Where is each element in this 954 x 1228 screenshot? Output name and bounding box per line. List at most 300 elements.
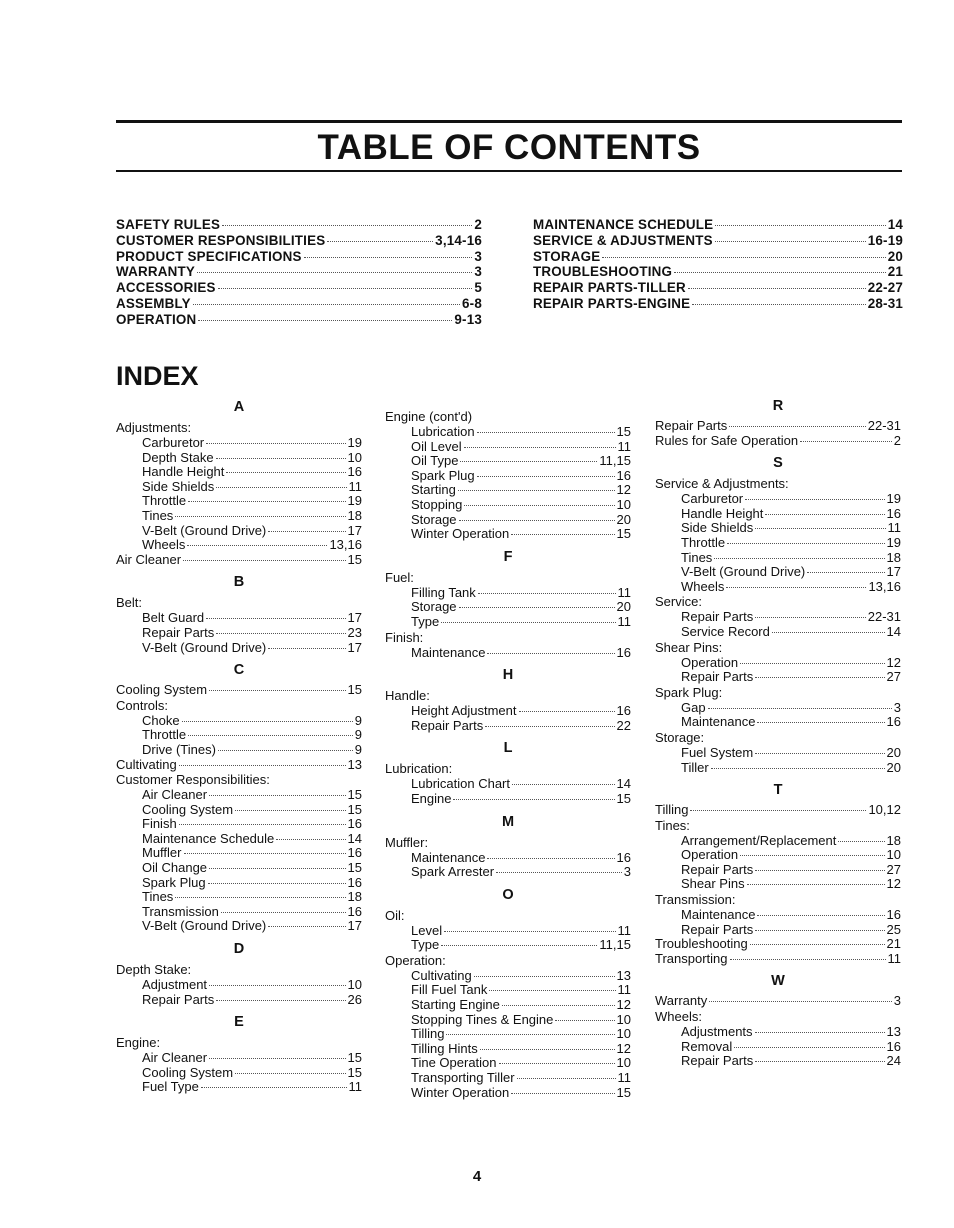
index-entry-page: 11 (617, 584, 631, 600)
index-entry-page: 21 (886, 936, 901, 952)
index-subentry (385, 600, 631, 615)
index-entry-text: Adjustment (142, 977, 208, 993)
index-heading: Fuel: (385, 569, 414, 585)
index-entry-text: Cooling System (142, 1064, 234, 1080)
index-entry-page: 16 (616, 849, 631, 865)
index-entry-page: 23 (347, 624, 362, 640)
index-entry-text: Maintenance (681, 907, 756, 923)
index-subentry (385, 498, 631, 513)
index-entry-text: Repair Parts (681, 609, 754, 625)
index-entry-text: Storage (411, 599, 457, 615)
index-heading: Wheels: (655, 1009, 702, 1025)
dot-leader (444, 931, 615, 932)
toc-right-column (533, 217, 903, 312)
index-entry-page: 11 (617, 1070, 631, 1086)
index-subentry (385, 425, 631, 440)
index-entry-page: 10 (616, 496, 631, 512)
index-subentry (385, 938, 631, 953)
index-entry-text: Depth Stake (142, 449, 214, 465)
dot-leader (209, 1058, 346, 1059)
index-entry-text: Service Record (681, 623, 770, 639)
dot-leader (726, 587, 866, 588)
index-entry-text: Air Cleaner (116, 551, 182, 567)
page-number: 4 (472, 1168, 482, 1185)
index-entry-text: Oil Change (142, 860, 208, 876)
toc-entry (533, 233, 903, 249)
index-entry-page: 10 (347, 449, 362, 465)
index-subentry (116, 494, 362, 509)
index-entry-text: Lubrication (411, 424, 475, 439)
index-entry-text: Adjustments (681, 1024, 753, 1040)
index-entry-page: 16 (886, 505, 901, 521)
toc-entry-page: 16-19 (867, 232, 903, 248)
index-entry-text: Level (411, 922, 443, 938)
index-subentry (385, 865, 631, 880)
dot-leader (755, 870, 884, 871)
index-subentry (116, 524, 362, 539)
index-entry-page: 3 (893, 699, 901, 715)
dot-leader (179, 824, 346, 825)
dot-leader (496, 872, 622, 873)
index-entry-page: 16 (616, 467, 631, 483)
toc-entry-page: 9-13 (454, 311, 482, 327)
index-subentry (385, 924, 631, 939)
index-entry-page: 11,15 (599, 453, 631, 469)
index-entry-text: Cooling System (116, 682, 208, 698)
index-entry-text: Side Shields (142, 478, 215, 494)
toc-entry (116, 249, 482, 265)
index-heading: Muffler: (385, 834, 429, 850)
index-entry-text: Muffler (142, 845, 182, 861)
index-entry-text: Side Shields (681, 520, 754, 536)
index-subentry (655, 507, 901, 522)
toc-entry-label: ASSEMBLY (116, 295, 191, 311)
toc-entry-page: 21 (887, 264, 903, 280)
index-entry-text: Repair Parts (681, 1053, 754, 1069)
index-entry-page: 13 (886, 1024, 901, 1040)
index-entry-page: 2 (893, 432, 901, 448)
dot-leader (268, 926, 345, 927)
index-entry-page: 20 (616, 511, 631, 527)
index-heading: Oil: (385, 907, 405, 923)
dot-leader (218, 288, 473, 289)
index-entry-text: Type (411, 613, 440, 629)
index-entry-page: 9 (354, 727, 362, 743)
index-entry-page: 16 (347, 903, 362, 919)
dot-leader (511, 534, 614, 535)
toc-entry-page: 6-8 (462, 295, 482, 311)
index-entry-text: Transporting Tiller (411, 1070, 515, 1086)
index-entry-text: Oil Level (411, 438, 462, 454)
dot-leader (740, 855, 884, 856)
dot-leader (459, 520, 615, 521)
index-subentry (116, 993, 362, 1008)
index-entry-text: Carburetor (681, 491, 744, 507)
index-entry-page: 19 (886, 491, 901, 507)
index-entry-page: 16 (886, 714, 901, 730)
index-entry-page: 11 (617, 922, 631, 938)
toc-entry (533, 296, 903, 312)
index-entry-text: Repair Parts (411, 717, 484, 733)
dot-leader (480, 1049, 615, 1050)
index-entry-page: 10 (616, 1055, 631, 1071)
index-entry-text: Spark Plug (142, 874, 206, 890)
index-entry-page: 17 (347, 610, 362, 626)
index-entry-page: 12 (616, 997, 631, 1013)
index-letter-heading: R (772, 398, 784, 414)
dot-leader (714, 558, 884, 559)
index-subentry (116, 876, 362, 891)
index-entry-text: Fuel Type (142, 1079, 199, 1095)
index-subentry (655, 1040, 901, 1055)
index-subentry (655, 877, 901, 892)
toc-entry-page: 5 (474, 280, 482, 296)
index-entry-page: 10 (616, 1011, 631, 1027)
index-entry-text: Choke (142, 712, 180, 728)
index-entry-page: 13,16 (329, 537, 362, 553)
index-subentry (385, 454, 631, 469)
dot-leader (198, 320, 452, 321)
index-entry-text: Winter Operation (411, 1084, 510, 1100)
dot-leader (208, 883, 346, 884)
toc-entry (116, 233, 482, 249)
index-heading: Handle: (385, 688, 430, 704)
dot-leader (187, 545, 327, 546)
index-letter-heading: O (502, 886, 514, 903)
toc-entry-label: REPAIR PARTS-TILLER (533, 280, 686, 296)
index-subentry (385, 719, 631, 734)
toc-title: TABLE OF CONTENTS (317, 128, 701, 167)
dot-leader (745, 499, 884, 500)
index-entry-text: Carburetor (142, 435, 205, 450)
dot-leader (179, 765, 346, 766)
index-entry-text: Tilling (655, 802, 689, 818)
toc-entry (116, 217, 482, 233)
dot-leader (478, 593, 616, 594)
dot-leader (807, 572, 884, 573)
index-entry-page: 11 (348, 1079, 362, 1095)
index-subentry (116, 905, 362, 920)
dot-leader (327, 241, 433, 242)
index-column-2 (385, 409, 631, 1100)
dot-leader (502, 1005, 615, 1006)
index-entry-text: Air Cleaner (142, 787, 208, 803)
dot-leader (216, 487, 346, 488)
dot-leader (730, 959, 886, 960)
index-entry-text: Belt Guard (142, 610, 205, 626)
index-letter-heading: L (503, 740, 513, 757)
toc-entry-page: 22-27 (867, 280, 903, 296)
dot-leader (487, 858, 614, 859)
index-entry-text: Tines (142, 507, 174, 523)
index-entry-page: 14 (616, 776, 631, 792)
index-entry-page: 17 (347, 639, 362, 655)
dot-leader (711, 768, 885, 769)
index-subentry (655, 551, 901, 566)
index-subentry (116, 788, 362, 803)
index-entry-text: Troubleshooting (655, 936, 748, 952)
index-heading: Engine: (116, 1035, 161, 1051)
index-entry-page: 15 (616, 424, 631, 439)
index-heading: Operation: (385, 952, 446, 968)
dot-leader (519, 711, 615, 712)
index-subentry (655, 536, 901, 551)
index-section (655, 397, 901, 1069)
index-subentry (116, 436, 362, 451)
index-entry-text: V-Belt (Ground Drive) (681, 564, 806, 580)
dot-leader (453, 799, 614, 800)
index-entry-page: 3 (893, 993, 901, 1009)
index-subentry (116, 509, 362, 524)
index-heading: Service & Adjustments: (655, 476, 789, 492)
dot-leader (175, 897, 345, 898)
index-entry-page: 9 (354, 712, 362, 728)
index-entry-page: 24 (886, 1053, 901, 1069)
dot-leader (464, 447, 616, 448)
bottom-rule (116, 170, 902, 172)
dot-leader (182, 721, 353, 722)
dot-leader (692, 304, 865, 305)
index-subentry (116, 1066, 362, 1081)
index-subentry (385, 998, 631, 1013)
index-entry-text: V-Belt (Ground Drive) (142, 639, 267, 655)
index-letter-heading: W (771, 973, 785, 990)
index-letter-heading: H (502, 667, 514, 684)
index-entry-text: Tiller (681, 759, 709, 775)
index-entry-text: Removal (681, 1038, 733, 1054)
index-heading: Spark Plug: (655, 684, 723, 700)
index-heading: Engine (cont'd) (385, 409, 473, 424)
dot-leader (489, 990, 615, 991)
index-subentry (655, 625, 901, 640)
dot-leader (446, 1034, 614, 1035)
toc-entry-page: 14 (887, 217, 903, 232)
index-entry-text: Wheels (681, 578, 725, 594)
index-letter-heading: T (773, 782, 783, 799)
index-subentry (655, 1054, 901, 1069)
index-entry-text: Type (411, 937, 440, 953)
dot-leader (459, 607, 615, 608)
dot-leader (715, 241, 866, 242)
index-heading: Tines: (655, 817, 690, 833)
toc-entry (533, 280, 903, 296)
index-entry-page: 12 (886, 876, 901, 892)
index-entry-page: 27 (886, 861, 901, 877)
dot-leader (474, 976, 615, 977)
index-entry-text: Cultivating (411, 967, 472, 983)
index-subentry (655, 521, 901, 536)
index-entry-text: Operation (681, 847, 739, 863)
index-entry-text: Arrangement/Replacement (681, 832, 837, 848)
dot-leader (477, 432, 615, 433)
toc-entry-page: 3 (474, 248, 482, 264)
index-heading: Controls: (116, 697, 169, 713)
index-subentry (116, 832, 362, 847)
index-entry (655, 434, 901, 449)
toc-entry-label: STORAGE (533, 248, 601, 264)
index-heading: Depth Stake: (116, 962, 192, 978)
index-letter-heading: D (233, 941, 245, 958)
index-entry-page: 20 (886, 744, 901, 760)
dot-leader (183, 560, 346, 561)
index-entry-text: Cooling System (142, 801, 234, 817)
dot-leader (734, 1047, 884, 1048)
index-entry-page: 26 (347, 991, 362, 1007)
index-entry-text: Repair Parts (142, 624, 215, 640)
index-entry-page: 12 (616, 482, 631, 498)
index-entry-page: 27 (886, 669, 901, 685)
index-heading: Adjustments: (116, 420, 192, 435)
index-subentry (116, 1080, 362, 1095)
index-subentry (655, 565, 901, 580)
index-entry-page: 18 (347, 507, 362, 523)
index-section (116, 398, 362, 1095)
index-letter-heading: F (503, 548, 513, 565)
dot-leader (800, 441, 892, 442)
index-subentry (385, 1056, 631, 1071)
dot-leader (765, 514, 884, 515)
index-entry-page: 16 (347, 845, 362, 861)
index-entry-page: 11 (887, 520, 901, 536)
toc-entry (116, 280, 482, 296)
index-entry-page: 11 (617, 613, 631, 629)
index-subentry (116, 1051, 362, 1066)
toc-entry (533, 264, 903, 280)
index-entry-text: Throttle (142, 727, 187, 743)
index-entry-page: 17 (886, 564, 901, 580)
index-subentry (385, 1013, 631, 1028)
index-entry-text: Storage (411, 511, 457, 527)
index-subentry (116, 743, 362, 758)
index-entry-page: 11 (617, 982, 631, 998)
index-entry-text: Tilling Hints (411, 1040, 478, 1056)
index-entry-page: 17 (347, 918, 362, 934)
index-heading: Shear Pins: (655, 639, 723, 655)
dot-leader (268, 648, 345, 649)
index-entry-text: Repair Parts (681, 669, 754, 685)
index-entry-text: Lubrication Chart (411, 776, 510, 792)
index-entry-text: Filling Tank (411, 584, 476, 600)
index-subentry (116, 728, 362, 743)
index-subentry (385, 1027, 631, 1042)
index-entry-page: 15 (616, 526, 631, 542)
index-entry-page: 11 (887, 950, 901, 966)
dot-leader (755, 753, 884, 754)
index-entry-text: Repair Parts (655, 418, 728, 433)
dot-leader (709, 1001, 892, 1002)
index-entry (655, 952, 901, 967)
index-heading: Storage: (655, 729, 705, 745)
index-entry-text: Repair Parts (681, 861, 754, 877)
index-entry-text: Maintenance Schedule (142, 830, 275, 846)
index-column-1 (116, 398, 362, 1095)
index-entry (116, 553, 362, 568)
index-entry-text: Tines (681, 549, 713, 565)
index-entry-text: Stopping Tines & Engine (411, 1011, 554, 1027)
index-entry-page: 13 (616, 967, 631, 983)
index-subentry (385, 983, 631, 998)
index-entry-page: 19 (886, 534, 901, 550)
toc-entry-label: OPERATION (116, 311, 197, 327)
dot-leader (555, 1020, 614, 1021)
index-entry-page: 14 (886, 623, 901, 639)
index-entry-page: 12 (886, 654, 901, 670)
dot-leader (708, 708, 892, 709)
index-entry-page: 15 (347, 551, 362, 567)
index-heading: Lubrication: (385, 761, 453, 777)
index-entry-page: 18 (886, 549, 901, 565)
index-entry-text: Oil Type (411, 453, 459, 469)
index-entry-text: Spark Plug (411, 467, 475, 483)
dot-leader (441, 622, 615, 623)
index-heading: Service: (655, 594, 702, 610)
dot-leader (209, 795, 346, 796)
index-entry-page: 16 (347, 464, 362, 480)
toc-entry-label: TROUBLESHOOTING (533, 264, 673, 280)
index-entry-page: 10 (616, 1026, 631, 1042)
index-entry-text: Stopping (411, 496, 463, 512)
index-entry-page: 18 (347, 889, 362, 905)
index-subentry (385, 440, 631, 455)
index-entry-text: Winter Operation (411, 526, 510, 542)
index-subentry (116, 803, 362, 818)
index-subentry (116, 890, 362, 905)
index-entry (116, 758, 362, 773)
index-subentry (116, 846, 362, 861)
dot-leader (715, 225, 885, 226)
index-letter-heading: E (234, 1014, 244, 1031)
toc-entry (533, 217, 903, 233)
index-entry-text: Handle Height (142, 464, 225, 480)
index-section (385, 409, 631, 1100)
index-entry-page: 15 (616, 1084, 631, 1100)
index-entry-page: 18 (886, 832, 901, 848)
index-subentry (655, 746, 901, 761)
index-subentry (655, 1025, 901, 1040)
toc-entry-label: MAINTENANCE SCHEDULE (533, 217, 714, 232)
index-entry-page: 13 (347, 756, 362, 772)
index-entry-text: V-Belt (Ground Drive) (142, 918, 267, 934)
index-entry-text: Operation (681, 654, 739, 670)
index-subentry (385, 586, 631, 601)
index-subentry (655, 761, 901, 776)
index-entry-text: Repair Parts (681, 921, 754, 937)
toc-left-column (116, 217, 482, 328)
index-subentry (116, 714, 362, 729)
index-entry-page: 15 (616, 790, 631, 806)
index-subentry (116, 817, 362, 832)
index-entry (116, 683, 362, 698)
index-subentry (116, 626, 362, 641)
index-entry-page: 20 (886, 759, 901, 775)
dot-leader (216, 458, 346, 459)
index-subentry (385, 615, 631, 630)
index-subentry (655, 656, 901, 671)
index-entry-page: 9 (354, 741, 362, 757)
index-entry-page: 16 (886, 907, 901, 923)
top-rule (116, 120, 902, 123)
toc-entry-label: SAFETY RULES (116, 217, 221, 232)
toc-entry-page: 2 (474, 217, 482, 232)
index-entry-text: Engine (411, 790, 452, 806)
index-entry-text: Transporting (655, 950, 728, 966)
dot-leader (755, 617, 866, 618)
index-entry-page: 14 (347, 830, 362, 846)
toc-entry-label: PRODUCT SPECIFICATIONS (116, 248, 302, 264)
index-entry-page: 22 (616, 717, 631, 733)
index-entry-text: Tine Operation (411, 1055, 497, 1071)
index-entry (655, 994, 901, 1009)
